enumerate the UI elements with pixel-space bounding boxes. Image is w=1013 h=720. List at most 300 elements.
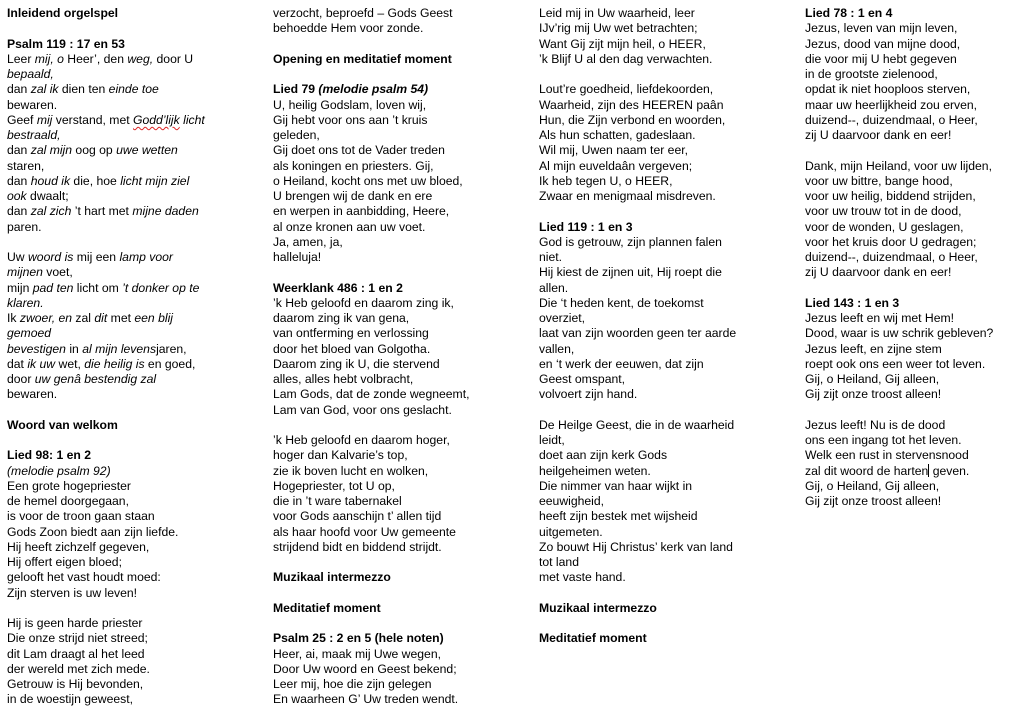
text-run: o Heiland, kocht ons met uw bloed,	[273, 173, 463, 188]
text-run: Lout’re goedheid, liefdekoorden,	[539, 82, 714, 97]
text-line	[273, 113, 531, 128]
text-line	[7, 692, 265, 707]
text-run: Zo bouwt Hij Christus’ kerk van land	[539, 539, 733, 554]
text-line	[7, 159, 265, 174]
text-run: zal mijn	[30, 143, 73, 158]
section-heading	[805, 296, 1013, 311]
text-line	[7, 677, 265, 692]
text-line	[539, 448, 797, 463]
text-run: mijn	[7, 280, 33, 295]
text-line	[805, 433, 1013, 448]
text-run: gemoed	[7, 326, 52, 341]
text-run: God is getrouw, zijn plannen falen	[539, 234, 722, 249]
text-run: mij, o	[34, 51, 64, 66]
text-line	[7, 250, 265, 265]
text-run: Leid mij in Uw waarheid, leer	[539, 6, 695, 20]
text-line	[273, 448, 531, 463]
text-line	[7, 342, 265, 357]
text-run: die in ’t ware tabernakel	[273, 494, 402, 508]
text-run: ’k Blijf U al den dag verwachten.	[539, 51, 713, 66]
text-run: Die nimmer van haar wijkt in	[539, 478, 693, 493]
text-run: zij U daarvoor dank en eer!	[805, 265, 952, 280]
text-line	[805, 82, 1013, 97]
section-heading	[273, 601, 531, 616]
text-run: dien ten	[58, 82, 109, 97]
text-run: Die ‘t heden kent, de toekomst	[539, 295, 704, 310]
text-line	[539, 113, 797, 128]
text-run: De Heilge Geest, die in de waarheid	[539, 417, 735, 432]
text-line	[539, 311, 797, 326]
text-line	[539, 281, 797, 296]
text-run: Hij kiest de zijnen uit, Hij roept die	[539, 265, 722, 280]
blank-line	[7, 21, 265, 36]
text-run: overziet,	[539, 311, 586, 325]
text-line	[7, 265, 265, 280]
column-3	[539, 6, 797, 647]
text-run: Ik heb tegen U, o HEER,	[539, 173, 673, 188]
text-run: ’t donker op te	[122, 280, 200, 295]
text-line	[805, 220, 1013, 235]
text-line	[805, 128, 1013, 143]
text-line	[805, 448, 1013, 463]
text-line	[7, 174, 265, 189]
text-run: en werpen in aanbidding, Heere,	[273, 204, 450, 219]
text-run: Jezus leeft en wij met Hem!	[805, 311, 955, 325]
text-run: Hij heeft zichzelf gegeven,	[7, 539, 150, 554]
blank-line	[273, 616, 531, 631]
text-run: Getrouw is Hij bevonden,	[7, 677, 144, 691]
text-line	[273, 403, 531, 418]
blank-line	[805, 143, 1013, 158]
text-line	[7, 509, 265, 524]
text-line	[7, 189, 265, 204]
text-run: en goed,	[144, 356, 196, 371]
text-line	[273, 342, 531, 357]
text-line	[7, 479, 265, 494]
text-line	[805, 159, 1013, 174]
text-line	[539, 357, 797, 372]
text-line	[273, 479, 531, 494]
heading-text: Lied 79	[273, 82, 319, 97]
text-line	[539, 418, 797, 433]
blank-line	[273, 67, 531, 82]
text-line	[273, 220, 531, 235]
text-run: Jezus leeft! Nu is de dood	[805, 417, 946, 432]
text-line	[539, 509, 797, 524]
text-run: eeuwigheid,	[539, 494, 605, 508]
text-line	[7, 143, 265, 158]
text-run: hoger dan Kalvarie’s top,	[273, 448, 408, 463]
text-run: U, heilig Godslam, loven wij,	[273, 97, 427, 112]
text-run: al onze kronen aan uw voet.	[273, 219, 426, 234]
text-line	[539, 128, 797, 143]
text-line	[539, 265, 797, 280]
text-line	[7, 372, 265, 387]
text-line	[805, 37, 1013, 52]
text-line	[7, 357, 265, 372]
text-line	[539, 479, 797, 494]
text-run: voor uw trouw tot in de dood,	[805, 204, 962, 219]
text-line	[273, 159, 531, 174]
blank-line	[7, 601, 265, 616]
text-run: heilgeheimen weten.	[539, 463, 651, 478]
blank-line	[273, 555, 531, 570]
text-line	[539, 189, 797, 204]
text-run: Jezus, leven van mijn leven,	[805, 21, 958, 36]
text-run: als koningen en priesters. Gij,	[273, 158, 434, 173]
text-run: ’k Heb geloofd en daarom hoger,	[273, 433, 450, 447]
blank-line	[273, 418, 531, 433]
text-run: En waarheen G’ Uw treden wendt.	[273, 692, 459, 707]
text-run: in	[65, 341, 83, 356]
text-run: volvoert zijn hand.	[539, 387, 638, 402]
text-run: einde toe	[108, 82, 159, 97]
heading-text: Weerklank 486 : 1 en 2	[273, 280, 403, 295]
text-run: houd ik	[30, 173, 71, 188]
text-line	[539, 6, 797, 21]
text-line	[7, 204, 265, 219]
text-line	[7, 555, 265, 570]
text-line	[7, 525, 265, 540]
text-run: tot land	[539, 555, 579, 569]
text-run: een blij	[134, 311, 173, 325]
text-line	[273, 235, 531, 250]
text-run: vallen,	[539, 341, 575, 356]
text-line	[7, 387, 265, 402]
heading-text: Meditatief moment	[273, 600, 381, 615]
text-line	[273, 509, 531, 524]
text-run: met vaste hand.	[539, 570, 626, 585]
text-line	[805, 494, 1013, 509]
text-line	[539, 235, 797, 250]
text-run: bepaald,	[7, 67, 54, 81]
text-run: klaren.	[7, 295, 44, 310]
text-run: dit	[94, 311, 108, 325]
text-line	[273, 372, 531, 387]
text-run: duizend--, duizendmaal, o Heer,	[805, 112, 978, 127]
section-heading	[273, 570, 531, 585]
text-run: niet.	[539, 250, 563, 264]
text-run: dat	[7, 356, 28, 371]
text-run: door	[7, 372, 35, 386]
text-run: Daarom zing ik U, die stervend	[273, 356, 440, 371]
text-run: Ja, amen, ja,	[273, 234, 343, 249]
text-run: dan	[7, 204, 31, 219]
text-line	[7, 220, 265, 235]
text-run: Zwaar en menigmaal misdreven.	[539, 189, 716, 203]
text-run: dan	[7, 143, 31, 158]
text-run: Uw	[7, 250, 28, 264]
text-run: dan	[7, 82, 31, 97]
text-line	[7, 52, 265, 67]
text-run: mijne daden	[132, 204, 199, 219]
text-line	[539, 52, 797, 67]
text-run: Hogepriester, tot U op,	[273, 478, 395, 493]
text-line	[7, 570, 265, 585]
text-line	[539, 296, 797, 311]
text-line	[7, 281, 265, 296]
text-line	[7, 296, 265, 311]
text-line	[539, 525, 797, 540]
text-run: bewaren.	[7, 387, 58, 402]
text-run: wet,	[55, 356, 85, 371]
text-line	[805, 189, 1013, 204]
text-line	[7, 464, 265, 479]
text-run: Als hun schatten, gadeslaan.	[539, 128, 696, 142]
text-line	[805, 67, 1013, 82]
section-heading	[7, 37, 265, 52]
text-run: voor Gods aanschijn t’ allen tijd	[273, 509, 442, 524]
text-run: woord is	[28, 250, 74, 264]
text-line	[539, 494, 797, 509]
text-run: met	[107, 311, 135, 325]
text-line	[273, 692, 531, 707]
text-line	[805, 174, 1013, 189]
text-line	[7, 311, 265, 326]
text-line	[805, 265, 1013, 280]
text-line	[273, 326, 531, 341]
blank-line	[539, 403, 797, 418]
text-run: halleluja!	[273, 250, 322, 264]
text-run: IJv’rig mij Uw wet betrachten;	[539, 21, 698, 36]
text-run: zal dit woord de harten	[805, 463, 929, 478]
text-line	[539, 174, 797, 189]
heading-text: Lied 78 : 1 en 4	[805, 6, 893, 20]
text-run: voor uw heilig, biddend strijden,	[805, 189, 976, 203]
text-line	[805, 357, 1013, 372]
text-run: bevestigen	[7, 341, 66, 356]
text-line	[273, 525, 531, 540]
text-line	[273, 6, 531, 21]
text-line	[805, 387, 1013, 402]
text-run: uwe wetten	[116, 143, 178, 158]
text-run: voor de wonden, U geslagen,	[805, 219, 964, 234]
text-line	[7, 586, 265, 601]
text-line	[273, 143, 531, 158]
text-run: Godd’lijk	[133, 112, 180, 127]
heading-text: Meditatief moment	[539, 631, 647, 646]
text-run: opdat ik niet hooploos sterven,	[805, 82, 971, 97]
text-line	[273, 21, 531, 36]
section-heading	[273, 631, 531, 646]
text-run: alles, alles hebt volbracht,	[273, 372, 414, 386]
text-line	[539, 464, 797, 479]
section-heading	[7, 6, 265, 21]
text-line	[7, 494, 265, 509]
text-line	[539, 159, 797, 174]
text-line	[805, 52, 1013, 67]
text-run: ’k Heb geloofd en daarom zing ik,	[273, 295, 454, 310]
text-run: Gij, o Heiland, Gij alleen,	[805, 372, 940, 386]
text-run: ’t hart met	[71, 204, 133, 219]
text-line	[273, 204, 531, 219]
text-run: uw genâ bestendig zal	[34, 372, 157, 386]
column-2	[273, 6, 531, 708]
text-line	[273, 296, 531, 311]
blank-line	[7, 235, 265, 250]
text-run: verstand, met	[52, 112, 133, 127]
text-line	[7, 631, 265, 646]
text-run: mij	[36, 112, 53, 127]
text-run: Jezus, dood van mijne dood,	[805, 36, 961, 51]
text-run: paren.	[7, 219, 42, 234]
text-run: behoedde Hem voor zonde.	[273, 21, 424, 36]
heading-text: Woord van welkom	[7, 417, 118, 432]
text-run: die heilig is	[84, 356, 145, 371]
text-line	[7, 326, 265, 341]
text-run: Hij offert eigen bloed;	[7, 555, 122, 569]
text-run: (melodie psalm 92)	[7, 463, 111, 478]
heading-text: Muzikaal intermezzo	[539, 600, 657, 615]
text-run: voet,	[42, 265, 73, 280]
text-line	[273, 387, 531, 402]
text-line	[539, 98, 797, 113]
text-run: leidt,	[539, 433, 565, 447]
text-line	[7, 113, 265, 128]
text-run: dwaalt;	[26, 189, 69, 203]
text-run: Waarheid, zijn des HEEREN paân	[539, 97, 724, 112]
blank-line	[7, 403, 265, 418]
text-line	[7, 540, 265, 555]
text-run: Geest omspant,	[539, 372, 626, 386]
text-line	[539, 555, 797, 570]
text-run: ook	[7, 189, 27, 203]
text-line	[539, 250, 797, 265]
text-run: en ‘t werk der eeuwen, dat zijn	[539, 356, 704, 371]
text-line	[805, 21, 1013, 36]
blank-line	[7, 433, 265, 448]
section-heading	[539, 631, 797, 646]
text-run: Jezus leeft, en zijne stem	[805, 341, 942, 356]
text-line	[539, 387, 797, 402]
text-run: Leer mij, hoe die zijn gelegen	[273, 677, 432, 691]
section-heading	[273, 52, 531, 67]
text-run: die, hoe	[70, 173, 121, 188]
heading-text: Lied 119 : 1 en 3	[539, 219, 633, 234]
text-line	[539, 540, 797, 555]
text-line	[273, 677, 531, 692]
text-run: licht	[179, 112, 205, 127]
blank-line	[805, 281, 1013, 296]
text-line	[805, 235, 1013, 250]
text-run: Heer, ai, maak mij Uwe wegen,	[273, 646, 441, 661]
text-run: zal ik	[30, 82, 59, 97]
heading-text: Opening en meditatief moment	[273, 51, 452, 66]
text-line	[273, 494, 531, 509]
text-run: in de grootste zielenood,	[805, 67, 938, 81]
section-heading	[805, 6, 1013, 21]
text-run: geven.	[929, 463, 970, 478]
text-run: Ik	[7, 311, 20, 325]
heading-text: Psalm 119 : 17 en 53	[7, 36, 125, 51]
text-run: verzocht, beproefd – Gods Geest	[273, 6, 453, 20]
text-run: bewaren.	[7, 97, 58, 112]
text-line	[273, 128, 531, 143]
text-run: voor het kruis door U gedragen;	[805, 234, 977, 249]
text-run: daarom zing ik van gena,	[273, 311, 410, 325]
text-run: bestraald,	[7, 128, 61, 142]
heading-text: (melodie psalm 54)	[318, 82, 429, 97]
text-run: door het bloed van Golgotha.	[273, 341, 431, 356]
text-run: allen.	[539, 280, 569, 295]
text-line	[805, 479, 1013, 494]
text-run: Dank, mijn Heiland, voor uw lijden,	[805, 158, 992, 173]
text-line	[7, 82, 265, 97]
blank-line	[539, 67, 797, 82]
text-run: Gij hebt voor ons aan ’t kruis	[273, 112, 428, 127]
text-line	[539, 82, 797, 97]
text-run: maar uw heerlijkheid zou erven,	[805, 97, 978, 112]
text-line	[273, 647, 531, 662]
text-run: Geef	[7, 112, 37, 127]
text-run: Gij zijt onze troost alleen!	[805, 494, 942, 508]
text-line	[805, 372, 1013, 387]
text-run: dan	[7, 173, 31, 188]
text-run: doet aan zijn kerk Gods	[539, 448, 668, 463]
text-run: strijdend bidt en biddend strijdt.	[273, 539, 442, 554]
text-run: zal	[72, 311, 95, 325]
text-run: zwoer, en	[19, 311, 73, 325]
text-line	[7, 128, 265, 143]
text-line	[805, 204, 1013, 219]
section-heading	[7, 418, 265, 433]
section-heading	[539, 220, 797, 235]
text-line	[805, 342, 1013, 357]
column-1	[7, 6, 265, 708]
text-run: Gij, o Heiland, Gij alleen,	[805, 478, 940, 493]
text-run: laat van zijn woorden geen ter aarde	[539, 326, 737, 341]
text-line	[539, 21, 797, 36]
text-line	[539, 372, 797, 387]
text-run: Dood, waar is uw schrik gebleven?	[805, 326, 994, 341]
text-run: door U	[153, 51, 194, 66]
text-line	[273, 357, 531, 372]
text-line	[7, 647, 265, 662]
text-run: de hemel doorgegaan,	[7, 494, 129, 508]
text-run: Gij doet ons tot de Vader treden	[273, 143, 445, 158]
text-line	[273, 662, 531, 677]
text-run: in de woestijn geweest,	[7, 692, 134, 707]
blank-line	[539, 616, 797, 631]
text-line	[273, 174, 531, 189]
text-run: uitgemeten.	[539, 524, 603, 539]
text-line	[805, 250, 1013, 265]
blank-line	[539, 586, 797, 601]
text-run: die voor mij U hebt gegeven	[805, 51, 957, 66]
heading-text: Muzikaal intermezzo	[273, 570, 391, 585]
text-line	[805, 464, 1013, 479]
blank-line	[805, 403, 1013, 418]
text-line	[539, 570, 797, 585]
text-run: zij U daarvoor dank en eer!	[805, 128, 952, 142]
text-run: lamp voor	[119, 250, 173, 264]
text-run: mij een	[73, 250, 120, 264]
text-run: voor uw bittre, bange hood,	[805, 173, 953, 188]
text-run: is voor de troon gaan staan	[7, 509, 155, 524]
text-run: Al mijn euveldaân vergeven;	[539, 158, 693, 173]
text-run: ons een ingang tot het leven.	[805, 433, 962, 447]
text-run: Die onze strijd niet streed;	[7, 631, 148, 646]
text-run: weg,	[127, 51, 154, 66]
section-heading	[539, 601, 797, 616]
text-run: Hij is geen harde priester	[7, 616, 143, 630]
text-line	[539, 433, 797, 448]
text-line	[805, 311, 1013, 326]
text-run: oog op	[72, 143, 117, 158]
text-line	[273, 250, 531, 265]
text-run: mijnen	[7, 265, 43, 280]
text-line	[539, 143, 797, 158]
